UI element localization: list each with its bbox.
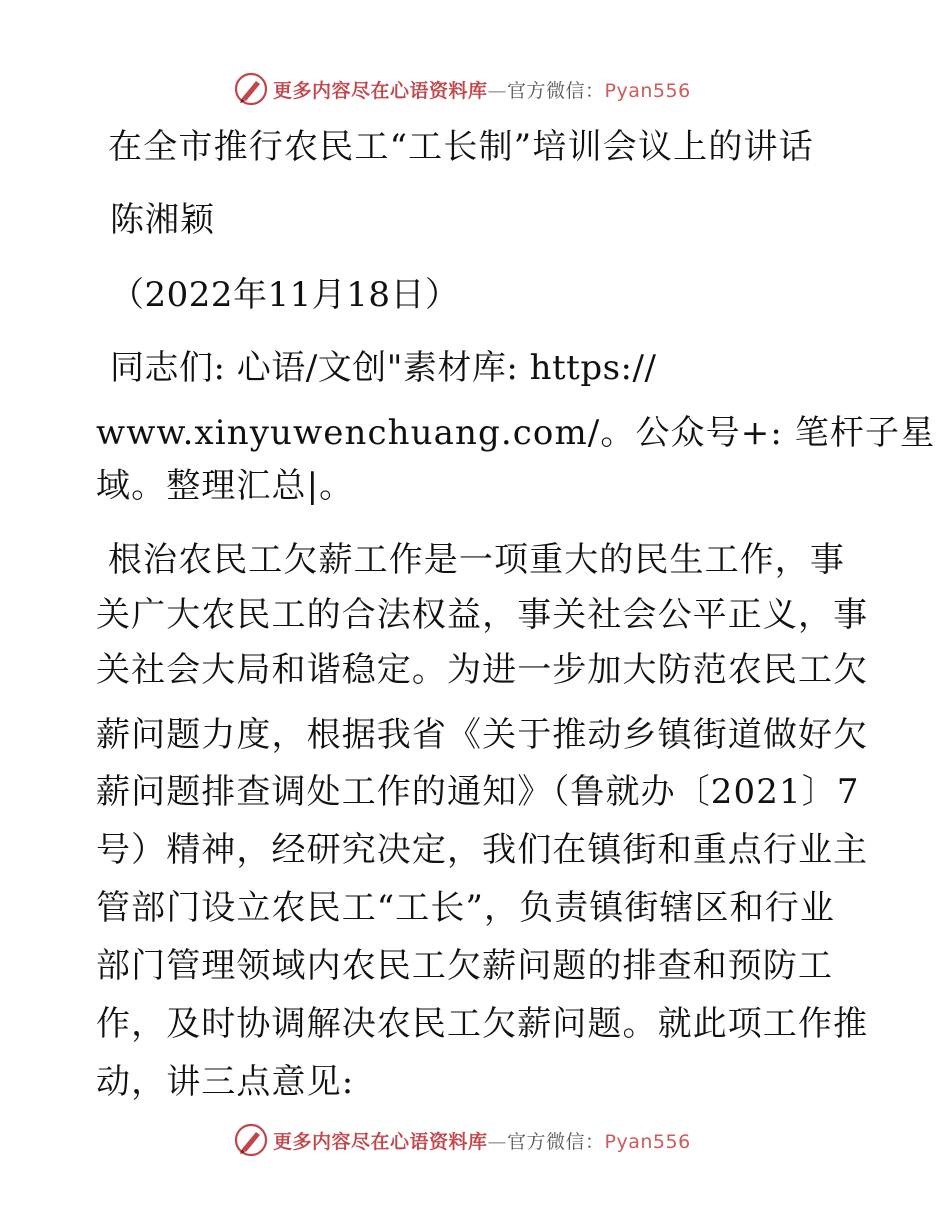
paragraph-line: 部门管理领域内农民工欠薪问题的排查和预防工 [96, 946, 834, 986]
paragraph-line: 根治农民工欠薪工作是一项重大的民生工作，事 [96, 540, 846, 580]
greeting-line: 同志们: 心语/文创"素材库: https:// [110, 348, 657, 388]
paragraph-line: 薪问题排查调处工作的通知》（鲁就办〔2021〕7 [96, 772, 860, 812]
banner-separator: — [487, 1130, 508, 1153]
paragraph-line: 动，讲三点意见: [96, 1062, 355, 1102]
pen-logo-icon [234, 72, 268, 106]
header-watermark [234, 71, 691, 107]
speech-date: （2022年11月18日） [110, 275, 460, 315]
banner-separator: — [487, 79, 508, 102]
paragraph-line: 薪问题力度，根据我省《关于推动乡镇街道做好欠 [96, 715, 869, 755]
banner-wechat-id: Pyan556 [604, 79, 691, 102]
greeting-line: 域。整理汇总|。 [96, 466, 355, 506]
pen-logo-icon [234, 1123, 268, 1157]
paragraph-line: 管部门设立农民工“工长”，负责镇街辖区和行业 [96, 888, 835, 928]
paragraph-line: 关广大农民工的合法权益，事关社会公平正义，事 [96, 595, 869, 635]
page-title: 在全市推行农民工“工长制”培训会议上的讲话 [108, 127, 814, 167]
paragraph-line: 号）精神，经研究决定，我们在镇街和重点行业主 [96, 830, 869, 870]
paragraph-line: 关社会大局和谐稳定。为进一步加大防范农民工欠 [96, 650, 869, 690]
paragraph-line: 作，及时协调解决农民工欠薪问题。就此项工作推 [96, 1004, 869, 1044]
author-name: 陈湘颖 [110, 200, 215, 240]
banner-wechat-label: 官方微信： [507, 79, 605, 102]
banner-text: 更多内容尽在心语资料库 [273, 1130, 488, 1153]
banner-text: 更多内容尽在心语资料库 [273, 79, 488, 102]
greeting-line: www.xinyuwenchuang.com/。公众号+: 笔杆子星 [96, 413, 936, 453]
banner-wechat-id: Pyan556 [604, 1130, 691, 1153]
footer-watermark [234, 1122, 691, 1158]
banner-wechat-label: 官方微信： [507, 1130, 605, 1153]
